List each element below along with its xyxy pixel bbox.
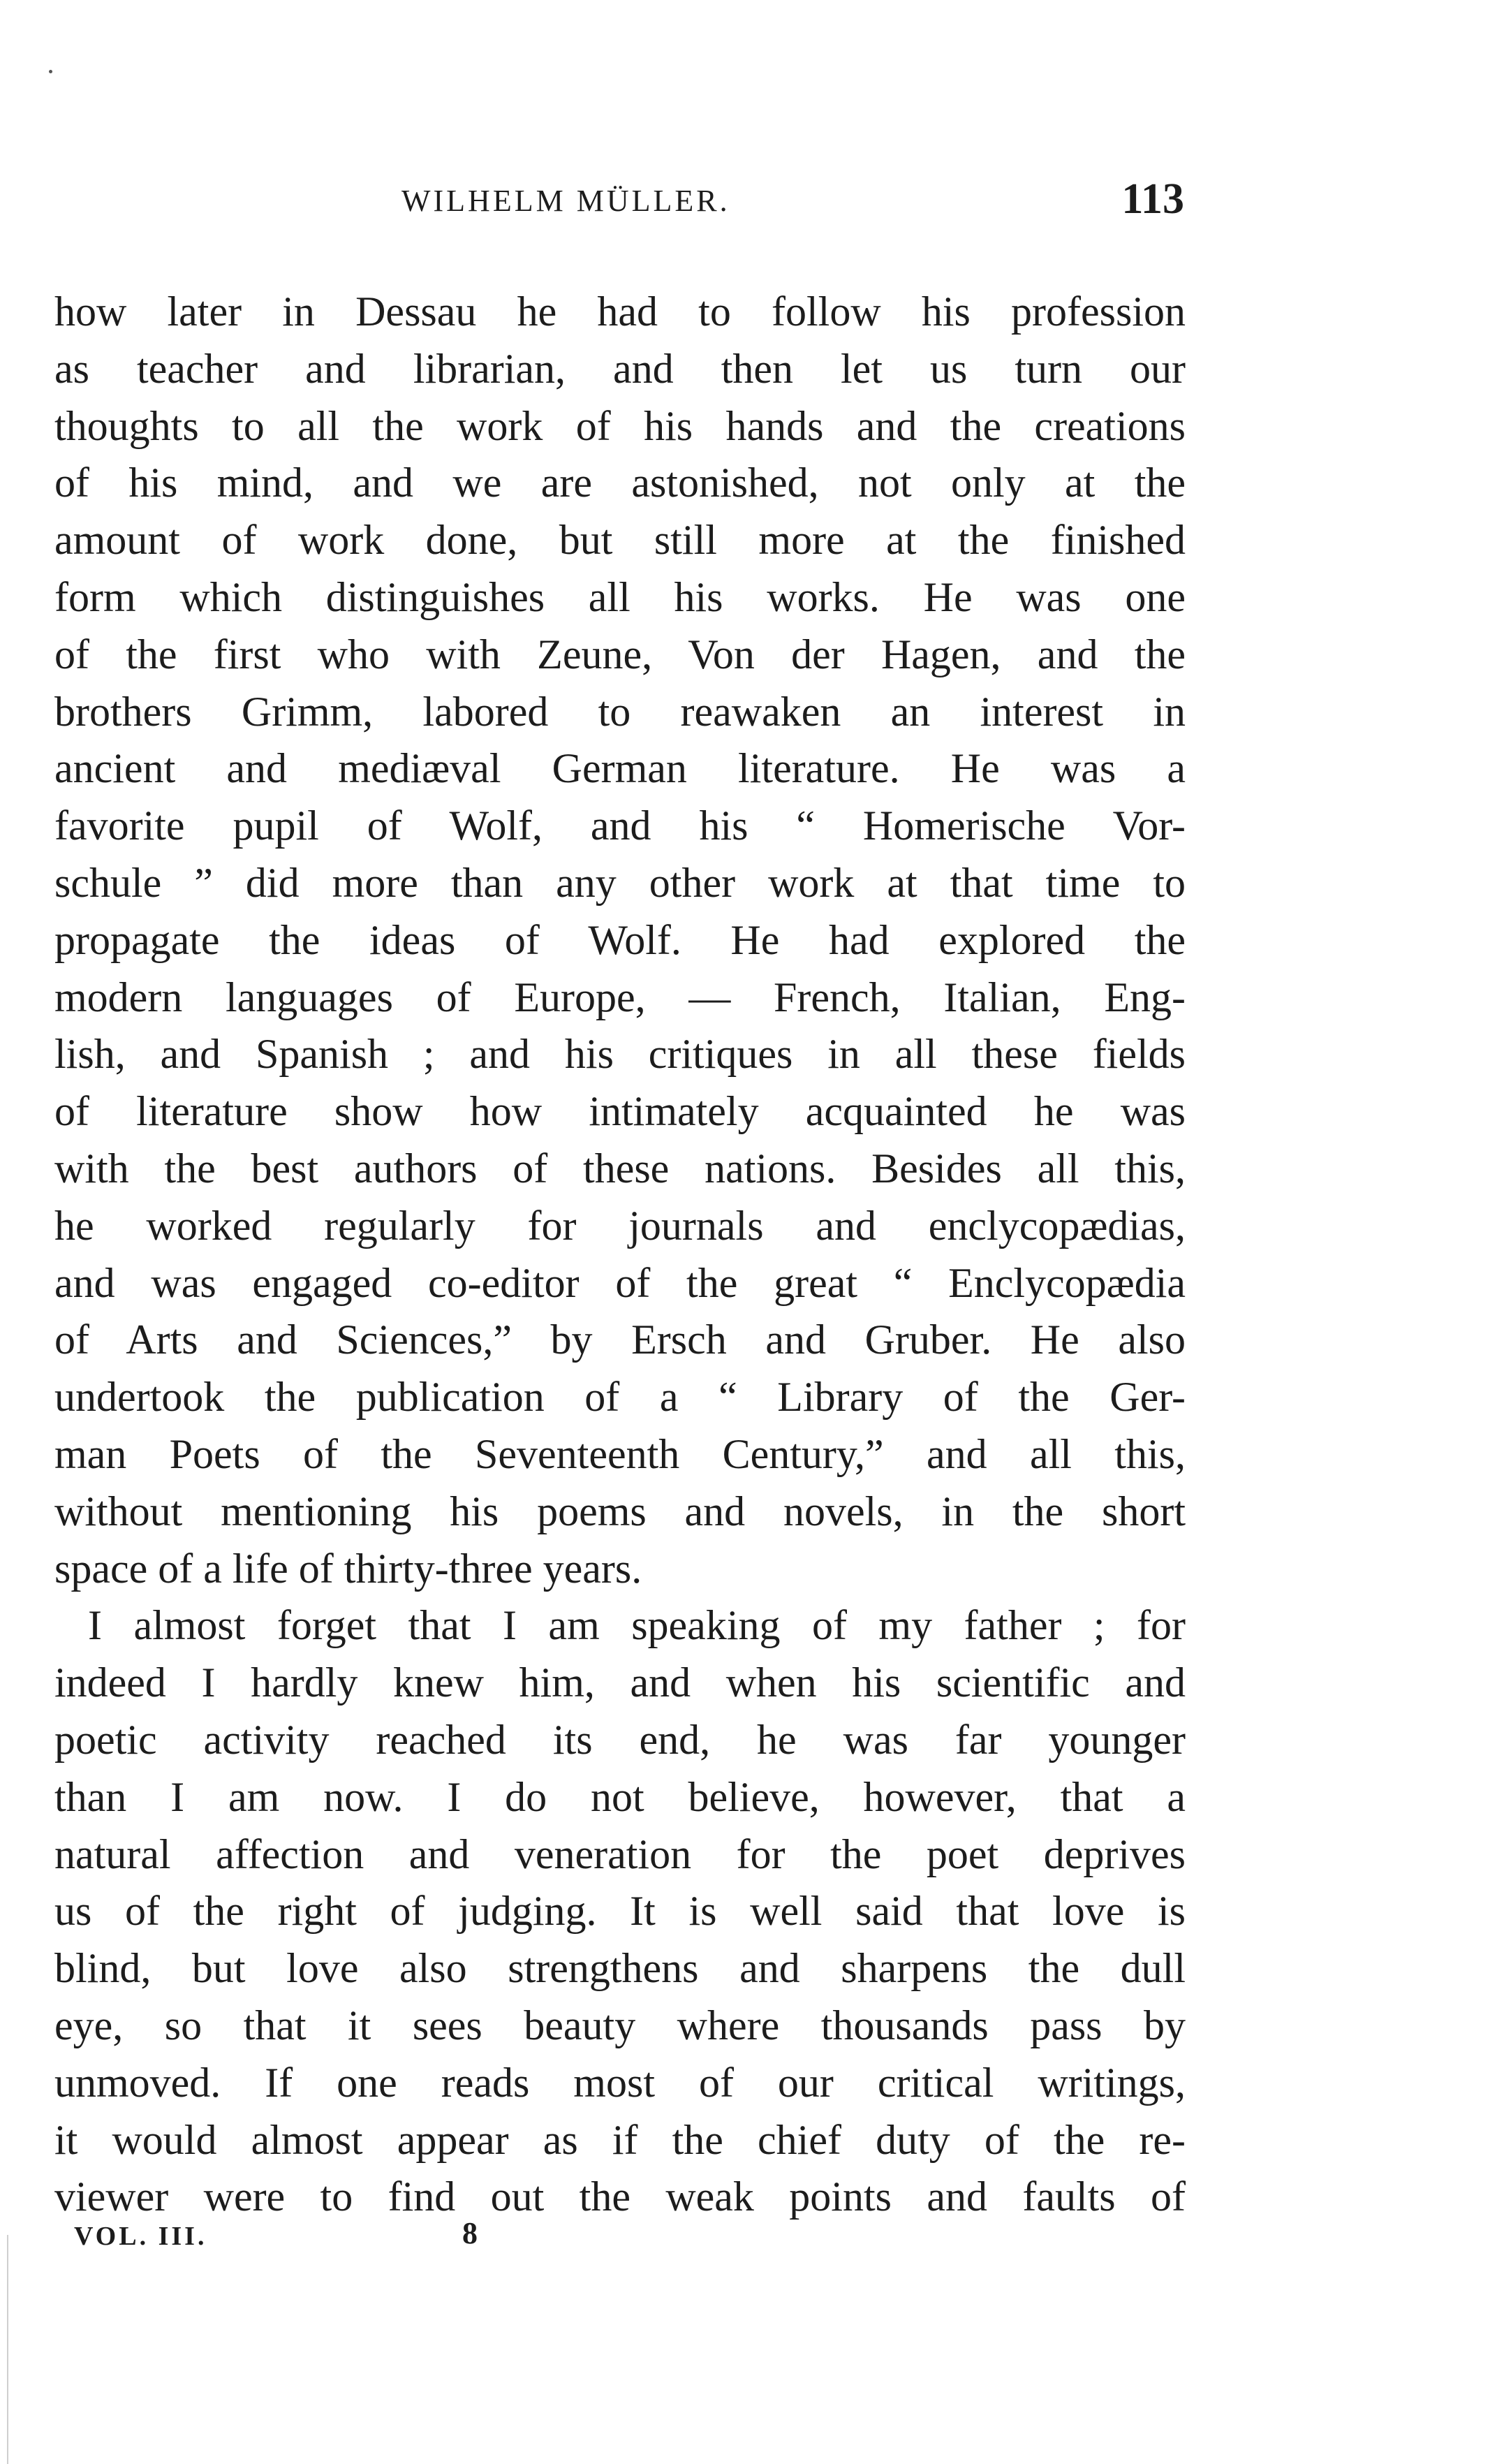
text-line: man Poets of the Seventeenth Century,” and all this, <box>54 1430 1186 1477</box>
text-line: thoughts to all the work of his hands and the creations <box>54 402 1186 449</box>
text-line: viewer were to find out the weak points and faults of <box>54 2173 1186 2220</box>
text-line: blind, but love also strengthens and sharpens the dull <box>54 1945 1186 1992</box>
text-line: modern languages of Europe, — French, Italian, Eng- <box>54 974 1186 1020</box>
paragraph-last-line: space of a life of thirty-three years. <box>54 1545 642 1592</box>
text-line: propagate the ideas of Wolf. He had explored the <box>54 916 1186 963</box>
text-line: us of the right of judging. It is well said that love is <box>54 1888 1186 1935</box>
text-line: amount of work done, but still more at the finished <box>54 517 1186 564</box>
text-line: how later in Dessau he had to follow his profession <box>54 288 1186 335</box>
text-line: of Arts and Sciences,” by Ersch and Gruber. He also <box>54 1317 1186 1363</box>
text-line: than I am now. I do not believe, however, that a <box>54 1773 1186 1820</box>
ink-speck <box>49 70 52 73</box>
body-text <box>54 284 1186 2226</box>
page-edge-shadow <box>7 2235 8 2464</box>
page-number: 113 <box>1121 175 1184 223</box>
text-line: lish, and Spanish ; and his critiques in all these fields <box>54 1031 1186 1078</box>
text-line: of literature show how intimately acquainted he was <box>54 1088 1186 1135</box>
text-line: and was engaged co-editor of the great “ Enclycopædia <box>54 1259 1186 1306</box>
running-title: WILHELM MÜLLER. <box>401 184 730 218</box>
text-line: poetic activity reached its end, he was far younger <box>54 1716 1186 1763</box>
text-line: ancient and mediæval German literature. He was a <box>54 745 1186 792</box>
text-line: of the first who with Zeune, Von der Hagen, and the <box>54 631 1186 677</box>
text-line: schule ” did more than any other work at that time to <box>54 859 1186 906</box>
text-line: natural affection and veneration for the poet deprives <box>54 1831 1186 1877</box>
text-line: he worked regularly for journals and enclycopædias, <box>54 1202 1186 1249</box>
text-line: undertook the publication of a “ Library of the Ger- <box>54 1374 1186 1421</box>
text-line: brothers Grimm, labored to reawaken an interest in <box>54 688 1186 735</box>
signature-number: 8 <box>462 2216 478 2250</box>
text-line: it would almost appear as if the chief duty of the re- <box>54 2116 1186 2163</box>
text-line: without mentioning his poems and novels, in the short <box>54 1488 1186 1534</box>
text-line: of his mind, and we are astonished, not only at the <box>54 460 1186 506</box>
text-line: favorite pupil of Wolf, and his “ Homerische Vor- <box>54 802 1186 849</box>
volume-signature: VOL. III. <box>74 2222 207 2251</box>
paragraph-first-line: I almost forget that I am speaking of my father ; for <box>88 1602 1186 1649</box>
text-line: with the best authors of these nations. Besides all this, <box>54 1145 1186 1191</box>
text-line: unmoved. If one reads most of our critical writings, <box>54 2059 1186 2106</box>
text-line: as teacher and librarian, and then let us turn our <box>54 345 1186 392</box>
text-line: eye, so that it sees beauty where thousands pass by <box>54 2002 1186 2048</box>
text-line: indeed I hardly knew him, and when his scientific and <box>54 1659 1186 1706</box>
text-line: form which distinguishes all his works. He was one <box>54 573 1186 620</box>
